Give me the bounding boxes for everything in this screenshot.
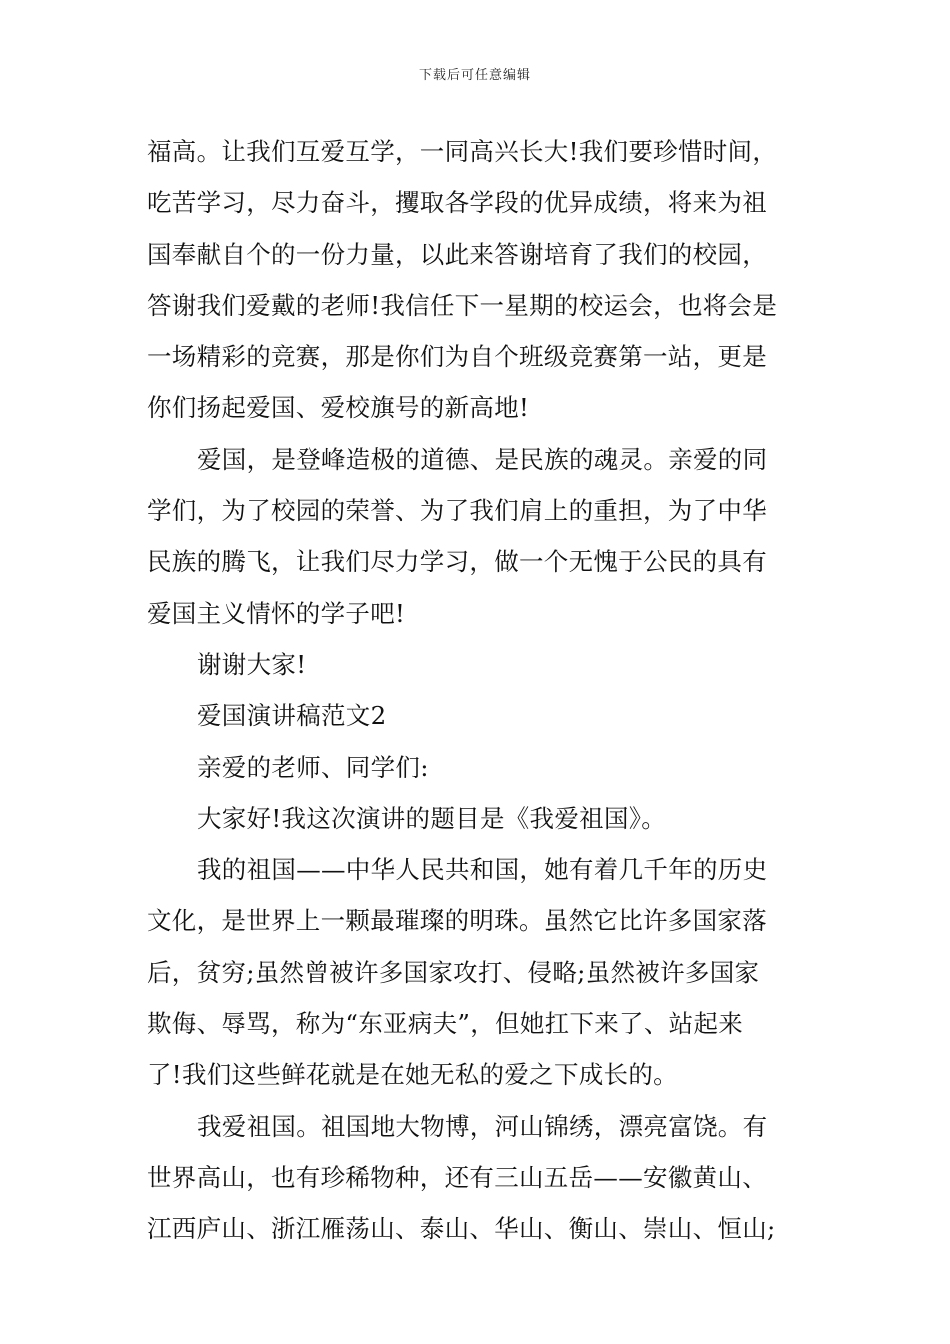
- text-line: 你们扬起爱国、爱校旗号的新高地!: [147, 393, 530, 423]
- text-line: 后，贫穷;虽然曾被许多国家攻打、侵略;虽然被许多国家: [147, 957, 760, 987]
- text-line: 一场精彩的竞赛，那是你们为自个班级竞赛第一站，更是: [147, 342, 767, 372]
- text-line: 福高。让我们互爱互学，一同高兴长大!我们要珍惜时间，: [147, 137, 778, 166]
- text-line: 爱国主义情怀的学子吧!: [147, 598, 406, 628]
- text-line: 江西庐山、浙江雁荡山、泰山、华山、衡山、崇山、恒山;: [147, 1214, 776, 1244]
- text-line: 答谢我们爱戴的老师!我信任下一星期的校运会，也将会是: [147, 290, 778, 320]
- text-line: 吃苦学习，尽力奋斗，攫取各学段的优异成绩，将来为祖: [147, 188, 767, 218]
- paragraph-start-line: 我的祖国——中华人民共和国，她有着几千年的历史: [197, 855, 768, 885]
- paragraph-start-line: 爱国，是登峰造极的道德、是民族的魂灵。亲爱的同: [197, 444, 768, 474]
- page-header-note: 下载后可任意编辑: [418, 68, 531, 83]
- text-line: 文化，是世界上一颗最璀璨的明珠。虽然它比许多国家落: [147, 906, 767, 936]
- text-line: 民族的腾飞，让我们尽力学习，做一个无愧于公民的具有: [147, 547, 767, 577]
- text-line: 国奉献自个的一份力量，以此来答谢培育了我们的校园，: [147, 239, 767, 269]
- text-line: 学们，为了校园的荣誉、为了我们肩上的重担，为了中华: [147, 496, 767, 526]
- text-line: 了!我们这些鲜花就是在她无私的爱之下成长的。: [147, 1060, 678, 1090]
- document-body: [147, 126, 807, 1255]
- closing-thanks: 谢谢大家!: [197, 649, 307, 679]
- salutation: 亲爱的老师、同学们:: [197, 752, 429, 782]
- section-title: 爱国演讲稿范文2: [197, 701, 387, 731]
- text-line: 欺侮、辱骂，称为“东亚病夫”，但她扛下来了、站起来: [147, 1009, 744, 1039]
- greeting-line: 大家好!我这次演讲的题目是《我爱祖国》。: [197, 803, 667, 833]
- text-line: 世界高山，也有珍稀物种，还有三山五岳——安徽黄山、: [147, 1162, 767, 1192]
- paragraph-start-line: 我爱祖国。祖国地大物博，河山锦绣，漂亮富饶。有: [197, 1111, 768, 1141]
